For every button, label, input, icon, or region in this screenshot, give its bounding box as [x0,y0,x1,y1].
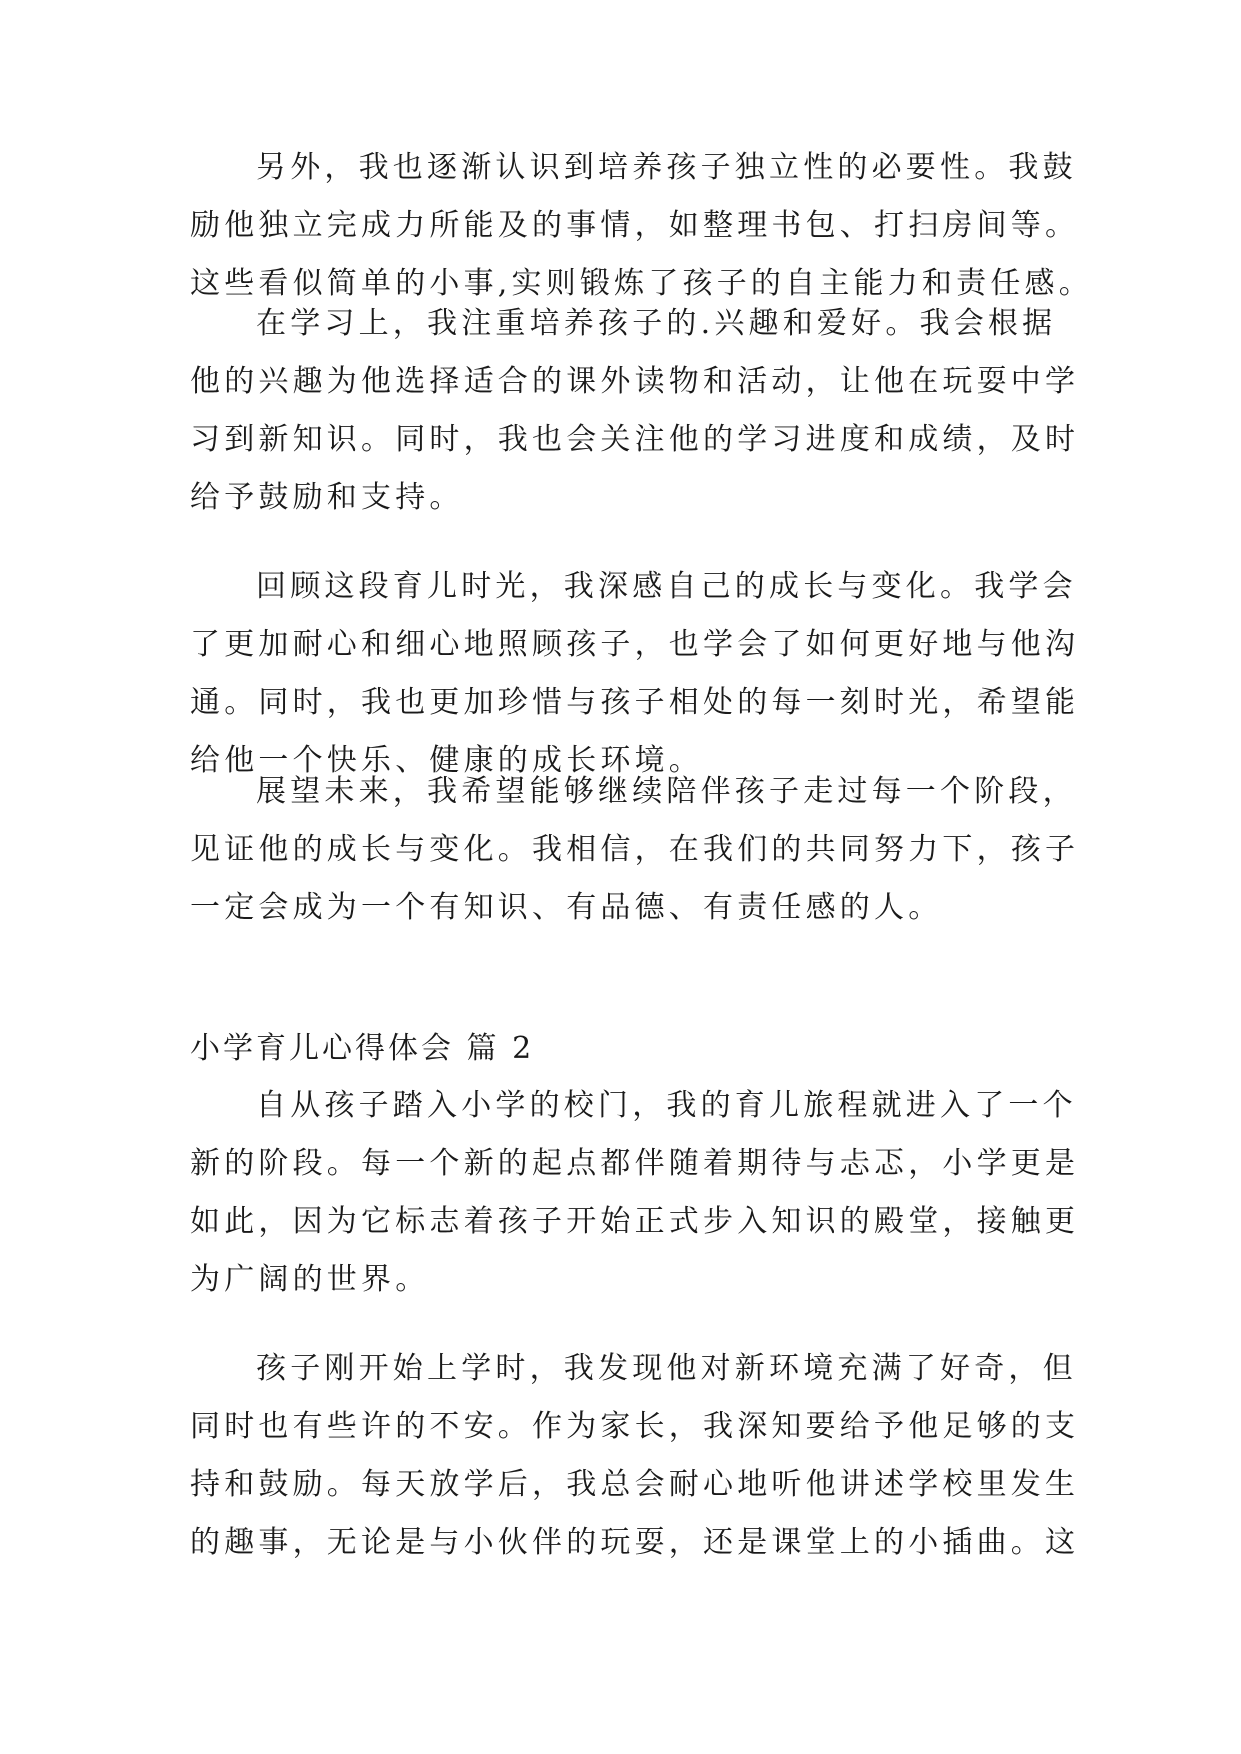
paragraph-school-start [190,1077,1090,1309]
text-line: 新的阶段。每一个新的起点都伴随着期待与忐忑，小学更是 [190,1146,1080,1181]
text-line: 为广阔的世界。 [190,1262,430,1297]
text-line: 如此，因为它标志着孩子开始正式步入知识的殿堂，接触更 [190,1204,1080,1239]
text-line: 习到新知识。同时，我也会关注他的学习进度和成绩，及时 [190,422,1080,457]
section-heading: 小学育儿心得体会 篇 2 [190,1031,535,1066]
text-line: 另外，我也逐渐认识到培养孩子独立性的必要性。我鼓 [256,150,1077,185]
text-line: 一定会成为一个有知识、有品德、有责任感的人。 [190,890,943,925]
paragraph-new-environment [190,1340,1090,1572]
text-line: 展望未来，我希望能够继续陪伴孩子走过每一个阶段， [256,774,1077,809]
text-line: 持和鼓励。每天放学后，我总会耐心地听他讲述学校里发生 [190,1467,1080,1502]
text-line: 给他一个快乐、健康的成长环境。 [190,743,703,778]
text-line: 自从孩子踏入小学的校门，我的育儿旅程就进入了一个 [256,1088,1077,1123]
text-line: 孩子刚开始上学时，我发现他对新环境充满了好奇，但 [256,1351,1077,1386]
text-line: 见证他的成长与变化。我相信，在我们的共同努力下，孩子 [190,832,1080,867]
text-line: 这些看似简单的小事,实则锻炼了孩子的自主能力和责任感。 [190,266,1093,301]
paragraph-learning [190,295,1090,527]
text-line: 通。同时，我也更加珍惜与孩子相处的每一刻时光，希望能 [190,685,1080,720]
text-line: 在学习上，我注重培养孩子的.兴趣和爱好。我会根据 [256,306,1057,341]
paragraph-reflection [190,558,1090,790]
text-line: 了更加耐心和细心地照顾孩子，也学会了如何更好地与他沟 [190,627,1080,662]
text-line: 他的兴趣为他选择适合的课外读物和活动，让他在玩耍中学 [190,364,1080,399]
text-line: 的趣事，无论是与小伙伴的玩耍，还是课堂上的小插曲。这 [190,1525,1080,1560]
paragraph-independence [190,139,1093,313]
text-line: 励他独立完成力所能及的事情，如整理书包、打扫房间等。 [190,208,1080,243]
text-line: 给予鼓励和支持。 [190,480,464,515]
paragraph-future [190,763,1090,937]
text-line: 同时也有些许的不安。作为家长，我深知要给予他足够的支 [190,1409,1080,1444]
text-line: 回顾这段育儿时光，我深感自己的成长与变化。我学会 [256,569,1077,604]
